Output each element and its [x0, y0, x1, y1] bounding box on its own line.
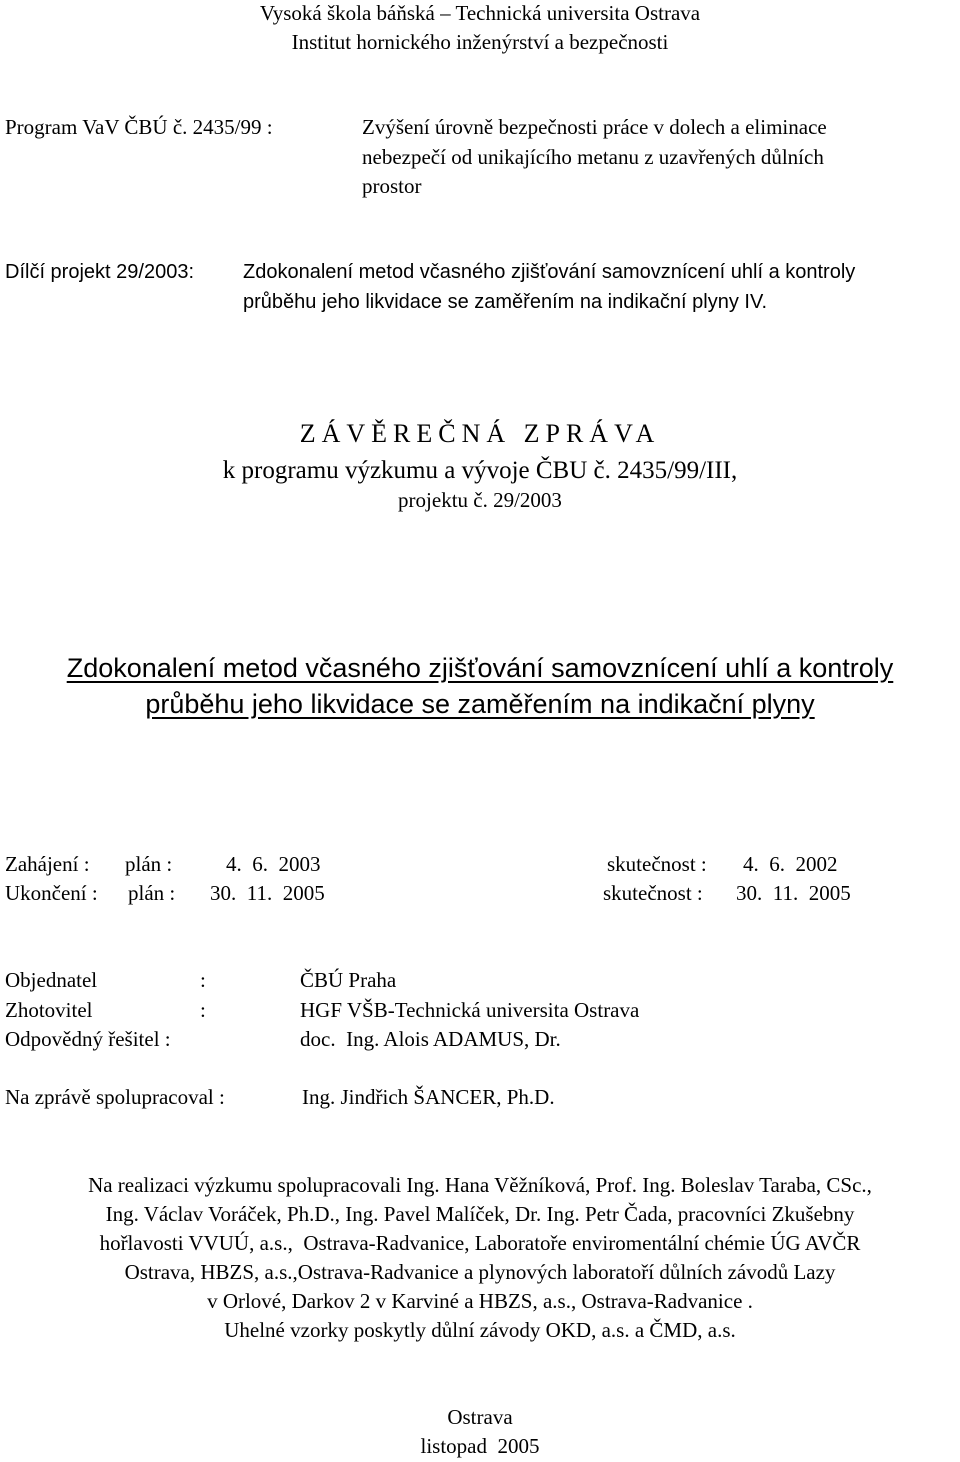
subproject-title-line-2: průběhu jeho likvidace se zaměřením na indikační plyny IV. [243, 291, 768, 313]
contractor-value: HGF VŠB-Technická universita Ostrava [300, 998, 640, 1022]
start-plan-label: plán : [125, 852, 173, 876]
program-label: Program VaV ČBÚ č. 2435/99 : [5, 115, 273, 139]
footer-city: Ostrava [447, 1405, 513, 1429]
start-actual-label: skutečnost : [607, 852, 707, 876]
report-program-line: k programu výzkumu a vývoje ČBU č. 2435/99/III, [222, 457, 738, 484]
collaborator-value: Ing. Jindřich ŠANCER, Ph.D. [302, 1085, 555, 1109]
report-heading: ZÁVĚREČNÁ ZPRÁVA [299, 419, 661, 448]
responsible-value: doc. Ing. Alois ADAMUS, Dr. [300, 1027, 561, 1051]
program-title-line-2: nebezpečí od unikajícího metanu z uzavřených důlních [362, 145, 824, 169]
program-title-line-1: Zvýšení úrovně bezpečnosti práce v dolech a eliminace [362, 115, 827, 139]
university-name: Vysoká škola báňská – Technická universita Ostrava [259, 1, 701, 25]
start-label: Zahájení : [5, 852, 90, 876]
contractor-separator: : [200, 998, 206, 1022]
main-title-line-1: Zdokonalení metod včasného zjišťování samovznícení uhlí a kontroly [66, 653, 894, 683]
footer-date: listopad 2005 [420, 1434, 540, 1458]
acknowledgement-line-5: v Orlové, Darkov 2 v Karviné a HBZS, a.s., Ostrava-Radvanice . [207, 1289, 753, 1313]
end-label: Ukončení : [5, 881, 98, 905]
main-title-line-2: průběhu jeho likvidace se zaměřením na indikační plyny [145, 689, 815, 719]
subproject-label: Dílčí projekt 29/2003: [5, 261, 194, 283]
end-plan-date: 30. 11. 2005 [210, 881, 325, 905]
responsible-label: Odpovědný řešitel : [5, 1027, 171, 1051]
acknowledgement-line-3: hořlavosti VVUÚ, a.s., Ostrava-Radvanice, Laboratoře enviromentální chémie ÚG AVČR [99, 1231, 861, 1255]
end-actual-label: skutečnost : [603, 881, 703, 905]
client-value: ČBÚ Praha [300, 968, 397, 992]
institute-name: Institut hornického inženýrství a bezpečnosti [291, 30, 669, 54]
program-title-line-3: prostor [362, 174, 422, 198]
start-plan-date: 4. 6. 2003 [226, 852, 321, 876]
subproject-title-line-1: Zdokonalení metod včasného zjišťování samovznícení uhlí a kontroly [243, 261, 856, 283]
end-actual-date: 30. 11. 2005 [736, 881, 851, 905]
end-plan-label: plán : [128, 881, 176, 905]
collaborator-label: Na zprávě spolupracoval : [5, 1085, 225, 1109]
report-project-line: projektu č. 29/2003 [398, 488, 562, 512]
acknowledgement-line-6: Uhelné vzorky poskytly důlní závody OKD, a.s. a ČMD, a.s. [224, 1318, 736, 1342]
client-separator: : [200, 968, 206, 992]
client-label: Objednatel [5, 968, 98, 992]
start-actual-date: 4. 6. 2002 [743, 852, 838, 876]
acknowledgement-line-1: Na realizaci výzkumu spolupracovali Ing. Hana Věžníková, Prof. Ing. Boleslav Taraba, CSc., [88, 1173, 872, 1197]
acknowledgement-line-4: Ostrava, HBZS, a.s.,Ostrava-Radvanice a plynových laboratoří důlních závodů Lazy [124, 1260, 836, 1284]
contractor-label: Zhotovitel [5, 998, 93, 1022]
acknowledgement-line-2: Ing. Václav Voráček, Ph.D., Ing. Pavel Malíček, Dr. Ing. Petr Čada, pracovníci Zkušebny [105, 1202, 855, 1226]
